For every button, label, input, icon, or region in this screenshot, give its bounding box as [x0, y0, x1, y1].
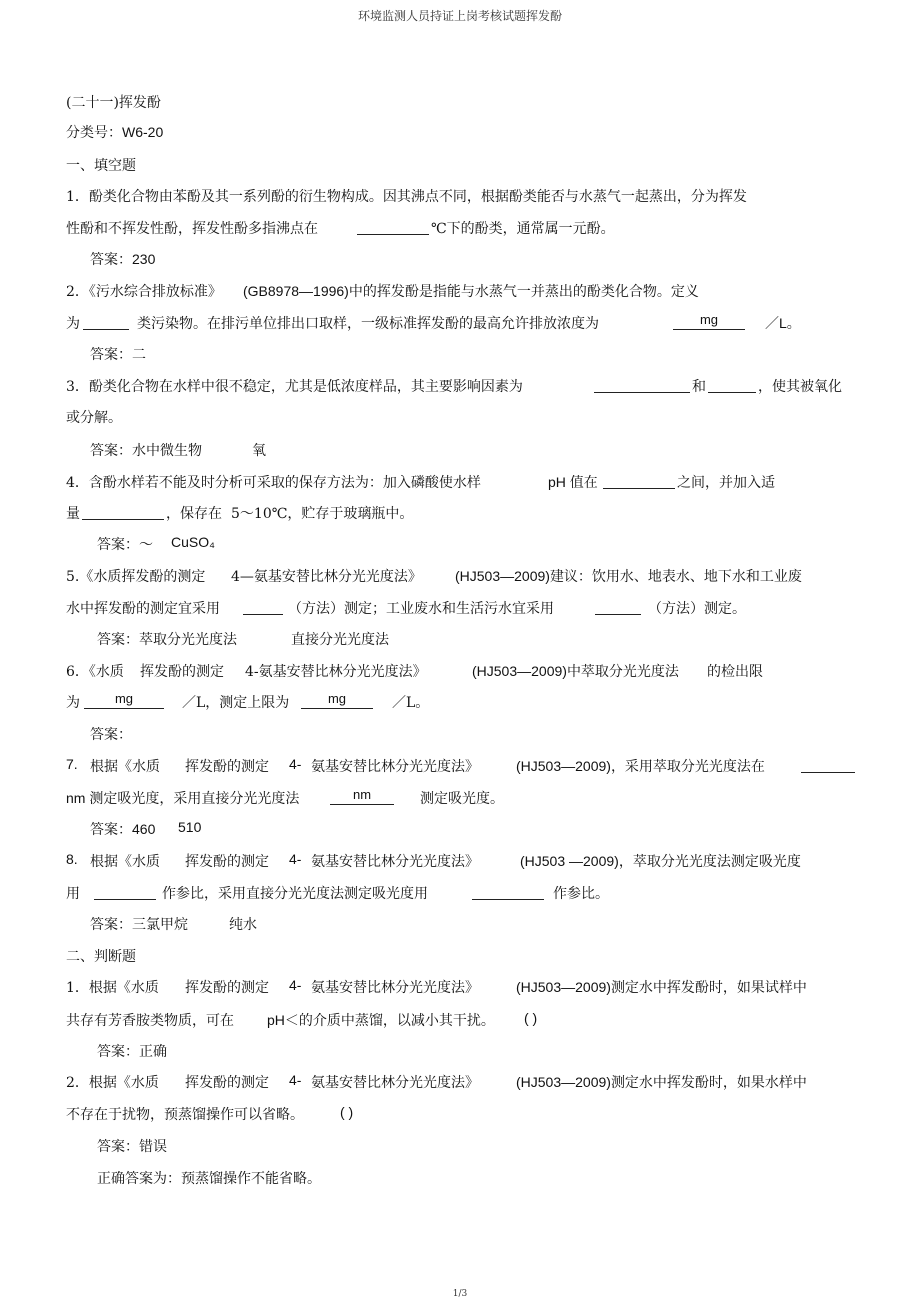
q8-line2c: 作参比。 [553, 886, 609, 902]
q8-line1f: (HJ503 —2009)，萃取分光光度法测定吸光度 [520, 853, 801, 869]
q8-answer-a: 答案：三氯甲烷 [90, 917, 188, 933]
q8-line1b: 根据《水质 [90, 854, 160, 870]
q8-line1d: 4- [289, 851, 302, 867]
q5-line2b: （方法）测定；工业废水和生活污水宜采用 [288, 601, 554, 617]
q6-line1a: 6．《水质 [66, 664, 124, 680]
q7-answer-a: 答案：460 [90, 821, 156, 837]
j2-answer: 答案：错误 [97, 1139, 167, 1155]
q7-line1b: 根据《水质 [90, 759, 160, 775]
q2-blank1 [83, 313, 129, 330]
q7-line2b: 测定吸光度。 [420, 791, 504, 807]
q3-line1a: 3．酚类化合物在水样中很不稳定，尤其是低浓度样品，其主要影响因素为 [66, 379, 523, 395]
page-number: 1/3 [452, 1289, 468, 1299]
q4-line1a: 4．含酚水样若不能及时分析可采取的保存方法为：加入磷酸使水样 [66, 475, 481, 491]
q1-blank [357, 218, 429, 235]
q4-blank1 [603, 472, 675, 489]
q3-line1b: 和 [692, 379, 706, 395]
q7-line1c: 挥发酚的测定 [185, 759, 269, 775]
j1-line1a: 1．根据《水质 [66, 980, 159, 996]
q7-line1f: (HJ503—2009)，采用萃取分光光度法在 [516, 758, 765, 774]
q4-answer-a: 答案：～ [97, 537, 153, 553]
q2-line2a: 为 [66, 316, 80, 332]
q2-answer: 答案：二 [90, 347, 146, 363]
j1-answer: 答案：正确 [97, 1044, 167, 1060]
true-false-heading: 二、判断题 [66, 949, 136, 965]
q8-line1a: 8. [66, 851, 78, 867]
q8-blank2 [472, 883, 544, 900]
q7-blank1 [801, 756, 855, 773]
q4-line2b: ，保存在 [166, 506, 222, 522]
q5-blank2 [595, 598, 641, 615]
q3-blank1 [594, 376, 690, 393]
q3-line1c: ，使其被氧化 [758, 379, 842, 395]
q8-blank1 [94, 883, 156, 900]
q7-line1d: 4- [289, 756, 302, 772]
q6-answer: 答案： [90, 727, 132, 743]
q6-line1c: 4-氨基安替比林分光光度法》 [245, 664, 427, 680]
q2-line1a: 2．《污水综合排放标准》 [66, 284, 222, 300]
q4-line1c: 之间，并加入适 [677, 475, 775, 491]
q7-blank2: nm [330, 788, 394, 805]
q2-line1b: (GB8978—1996)中的挥发酚是指能与水蒸气一并蒸出的酚类化合物。定义 [243, 283, 699, 299]
j1-line1c: 4- [289, 977, 302, 993]
q5-line1a: 5.《水质挥发酚的测定 [66, 569, 206, 585]
q1-line2a: 性酚和不挥发性酚，挥发性酚多指沸点在 [66, 221, 318, 237]
q6-line2c: ／L。 [392, 695, 430, 711]
j2-line1d: 氨基安替比林分光光度法》 [311, 1075, 479, 1091]
q5-answer-a: 答案：萃取分光光度法 [97, 632, 237, 648]
q2-line2b: 类污染物。在排污单位排出口取样，一级标准挥发酚的最高允许排放浓度为 [137, 316, 599, 332]
q6-blank1: mg [84, 692, 164, 709]
q4-line2a: 量 [66, 506, 80, 522]
q5-line2a: 水中挥发酚的测定宜采用 [66, 601, 220, 617]
q5-line1c: (HJ503—2009)建议：饮用水、地表水、地下水和工业废 [455, 568, 802, 584]
q6-line2b: ／L，测定上限为 [182, 695, 290, 711]
q8-line2b: 作参比，采用直接分光光度法测定吸光度用 [162, 886, 428, 902]
q3-line2: 或分解。 [66, 410, 122, 426]
page-header: 环境监测人员持证上岗考核试题挥发酚 [357, 9, 562, 23]
j1-line2b: pH＜的介质中蒸馏，以减小其干扰。 [267, 1012, 495, 1028]
q8-line1c: 挥发酚的测定 [185, 854, 269, 870]
q7-line1e: 氨基安替比林分光光度法》 [311, 759, 479, 775]
q3-answer-a: 答案：水中微生物 [90, 443, 202, 459]
section-title: (二十一)挥发酚 [66, 95, 161, 111]
j2-line1b: 挥发酚的测定 [185, 1075, 269, 1091]
q5-line2c: （方法）测定。 [648, 601, 746, 617]
j1-line1b: 挥发酚的测定 [185, 980, 269, 996]
q6-line1e: 的检出限 [707, 664, 763, 680]
q6-line1b: 挥发酚的测定 [140, 664, 224, 680]
j2-line1e: (HJ503—2009)测定水中挥发酚时，如果水样中 [516, 1074, 807, 1090]
j2-line2a: 不存在于扰物，预蒸馏操作可以省略。 [66, 1107, 304, 1123]
fill-blank-heading: 一、填空题 [66, 158, 136, 174]
q4-line2c: 5～10℃，贮存于玻璃瓶中。 [231, 506, 414, 522]
q6-line1d: (HJ503—2009)中萃取分光光度法 [472, 663, 679, 679]
j1-line1e: (HJ503—2009)测定水中挥发酚时，如果试样中 [516, 979, 807, 995]
q8-answer-b: 纯水 [229, 917, 257, 933]
q7-line1a: 7. [66, 756, 78, 772]
q8-line2a: 用 [66, 886, 80, 902]
j1-line2a: 共存有芳香胺类物质，可在 [66, 1013, 234, 1029]
q6-blank2: mg [301, 692, 373, 709]
q4-line1b: pH 值在 [548, 474, 598, 490]
j1-line1d: 氨基安替比林分光光度法》 [311, 980, 479, 996]
q4-answer-b: CuSO₄ [171, 534, 215, 550]
category-code: 分类号：W6-20 [66, 124, 164, 140]
q5-line1b: 4—氨基安替比林分光光度法》 [231, 569, 422, 585]
q1-answer: 答案：230 [90, 251, 156, 267]
q7-line2a: nm 测定吸光度，采用直接分光光度法 [66, 790, 300, 806]
q6-line2a: 为 [66, 695, 80, 711]
q8-line1e: 氨基安替比林分光光度法》 [311, 854, 479, 870]
q3-blank2 [708, 376, 756, 393]
q3-answer-b: 氧 [252, 443, 266, 459]
j2-line1a: 2．根据《水质 [66, 1075, 159, 1091]
q5-answer-b: 直接分光光度法 [291, 632, 389, 648]
q5-blank1 [243, 598, 283, 615]
q2-line2c: ／L。 [765, 315, 801, 331]
j2-line1c: 4- [289, 1072, 302, 1088]
j2-correct-answer: 正确答案为：预蒸馏操作不能省略。 [97, 1171, 321, 1187]
q1-line1: 1．酚类化合物由苯酚及其一系列酚的衍生物构成。因其沸点不同，根据酚类能否与水蒸气一起蒸出，分为挥发 [66, 189, 747, 205]
j1-parens: ( ) [524, 1010, 538, 1026]
j2-parens: ( ) [340, 1104, 354, 1120]
q4-blank2 [82, 503, 164, 520]
q7-answer-b: 510 [178, 819, 202, 835]
q2-blank2: mg [673, 313, 745, 330]
q1-line2b: ℃下的酚类，通常属一元酚。 [431, 221, 615, 237]
